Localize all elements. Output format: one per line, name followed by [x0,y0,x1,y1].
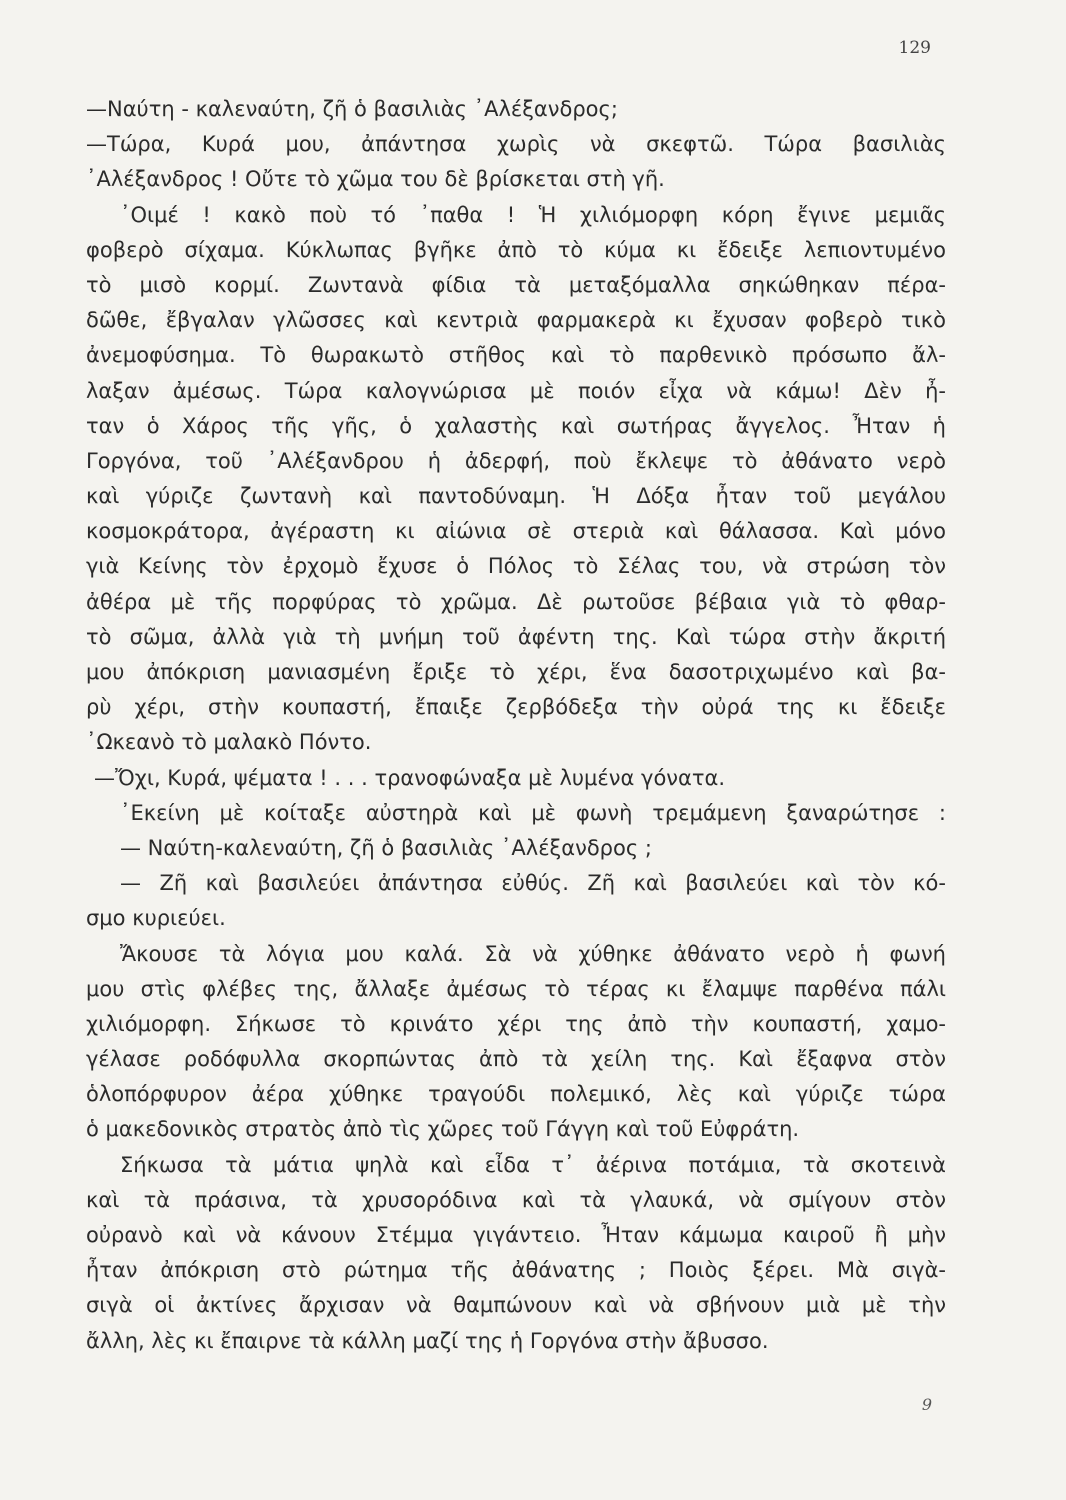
text-line: ἦταν ἀπόκριση στὸ ρώτημα τῆς ἀθάνατης ; Ποιὸς ξέρει. Μὰ σιγὰ- [86,1258,946,1283]
text-line: ἀνεμοφύσημα. Τὸ θωρακωτὸ στῆθος καὶ τὸ παρθενικὸ πρόσωπο ἄλ- [86,343,946,368]
text-line: ᾿Εκείνη μὲ κοίταξε αὐστηρὰ καὶ μὲ φωνὴ τρεμάμενη ξαναρώτησε : [120,800,946,825]
text-line: ᾿Αλέξανδρος ! Οὔτε τὸ χῶμα του δὲ βρίσκεται στὴ γῆ. [86,167,665,192]
text-line: καὶ τὰ πράσινα, τὰ χρυσορόδινα καὶ τὰ γλαυκά, νὰ σμίγουν στὸν [86,1187,946,1212]
signature-mark: 9 [921,1395,932,1414]
text-line: Σήκωσα τὰ μάτια ψηλὰ καὶ εἶδα τ᾿ ἀέρινα ποτάμια, τὰ σκοτεινὰ [120,1152,946,1177]
text-line: ρὺ χέρι, στὴν κουπαστή, ἔπαιξε ζερβόδεξα τὴν οὐρά της κι ἔδειξε [86,695,946,720]
text-line: χιλιόμορφη. Σήκωσε τὸ κρινάτο χέρι της ἀπὸ τὴν κουπαστή, χαμο- [86,1011,946,1036]
text-line: τὸ σῶμα, ἀλλὰ γιὰ τὴ μνήμη τοῦ ἀφέντη της. Καὶ τώρα στὴν ἄκριτή [86,624,946,649]
text-line: ἄλλη, λὲς κι ἔπαιρνε τὰ κάλλη μαζί της ἡ Γοργόνα στὴν ἄβυσσο. [86,1328,769,1353]
text-line: — Ναύτη-καλεναύτη, ζῆ ὁ βασιλιὰς ᾿Αλέξανδρος ; [120,835,652,860]
text-line: τὸ μισὸ κορμί. Ζωντανὰ φίδια τὰ μεταξόμαλλα σηκώθηκαν πέρα- [86,272,946,297]
text-line: — Ζῆ καὶ βασιλεύει ἀπάντησα εὐθύς. Ζῆ καὶ βασιλεύει καὶ τὸν κό- [120,871,946,896]
text-line: φοβερὸ σίχαμα. Κύκλωπας βγῆκε ἀπὸ τὸ κύμα κι ἔδειξε λεπιοντυμένο [86,237,946,262]
text-line: γέλασε ροδόφυλλα σκορπώντας ἀπὸ τὰ χείλη της. Καὶ ἔξαφνα στὸν [86,1047,946,1072]
text-line: γιὰ Κείνης τὸν ἐρχομὸ ἔχυσε ὁ Πόλος τὸ Σέλας του, νὰ στρώση τὸν [86,554,946,579]
text-line: —Ὄχι, Κυρά, ψέματα ! . . . τρανοφώναξα μὲ λυμένα γόνατα. [94,765,726,790]
text-line: δῶθε, ἔβγαλαν γλῶσσες καὶ κεντριὰ φαρμακερὰ κι ἔχυσαν φοβερὸ τικὸ [86,308,946,333]
text-line: Γοργόνα, τοῦ ᾿Αλέξανδρου ἡ ἀδερφή, ποὺ ἔκλεψε τὸ ἀθάνατο νερὸ [86,448,946,473]
text-line: ὁλοπόρφυρον ἀέρα χύθηκε τραγούδι πολεμικό, λὲς καὶ γύριζε τώρα [86,1082,946,1107]
text-line: μου ἀπόκριση μανιασμένη ἔριξε τὸ χέρι, ἕνα δασοτριχωμένο καὶ βα- [86,660,946,684]
text-line: κοσμοκράτορα, ἀγέραστη κι αἰώνια σὲ στεριὰ καὶ θάλασσα. Καὶ μόνο [86,519,946,544]
text-line: καὶ γύριζε ζωντανὴ καὶ παντοδύναμη. Ἡ Δόξα ἦταν τοῦ μεγάλου [86,484,946,509]
body-text [86,92,946,1359]
text-line: σμο κυριεύει. [86,906,226,931]
text-line: μου στὶς φλέβες της, ἄλλαξε ἀμέσως τὸ τέρας κι ἔλαμψε παρθένα πάλι [86,976,946,1001]
text-line: οὐρανὸ καὶ νὰ κάνουν Στέμμα γιγάντειο. Ἦταν κάμωμα καιροῦ ἢ μὴν [86,1223,946,1247]
text-line: ὁ μακεδονικὸς στρατὸς ἀπὸ τὶς χῶρες τοῦ Γάγγη καὶ τοῦ Εὐφράτη. [86,1117,800,1142]
text-line: Ἄκουσε τὰ λόγια μου καλά. Σὰ νὰ χύθηκε ἀθάνατο νερὸ ἡ φωνή [120,941,946,966]
text-line: ἀθέρα μὲ τῆς πορφύρας τὸ χρῶμα. Δὲ ρωτοῦσε βέβαια γιὰ τὸ φθαρ- [86,589,946,614]
page-number: 129 [898,38,931,58]
text-line: ᾿Ωκεανὸ τὸ μαλακὸ Πόντο. [86,730,372,755]
text-line: σιγὰ οἱ ἀκτίνες ἄρχισαν νὰ θαμπώνουν καὶ νὰ σβήνουν μιὰ μὲ τὴν [86,1293,946,1318]
text-line: ταν ὁ Χάρος τῆς γῆς, ὁ χαλαστὴς καὶ σωτήρας ἄγγελος. Ἦταν ἡ [86,413,946,438]
text-line: ᾿Οιμέ ! κακὸ ποὺ τό ᾿παθα ! Ἡ χιλιόμορφη κόρη ἔγινε μεμιᾶς [120,202,946,227]
text-line: —Τώρα, Κυρά μου, ἀπάντησα χωρὶς νὰ σκεφτῶ. Τώρα βασιλιὰς [86,132,946,157]
text-line: —Ναύτη - καλεναύτη, ζῆ ὁ βασιλιὰς ᾿Αλέξανδρος; [86,97,618,121]
text-line: λαξαν ἀμέσως. Τώρα καλογνώρισα μὲ ποιόν εἶχα νὰ κάμω! Δὲν ἦ- [86,378,946,403]
